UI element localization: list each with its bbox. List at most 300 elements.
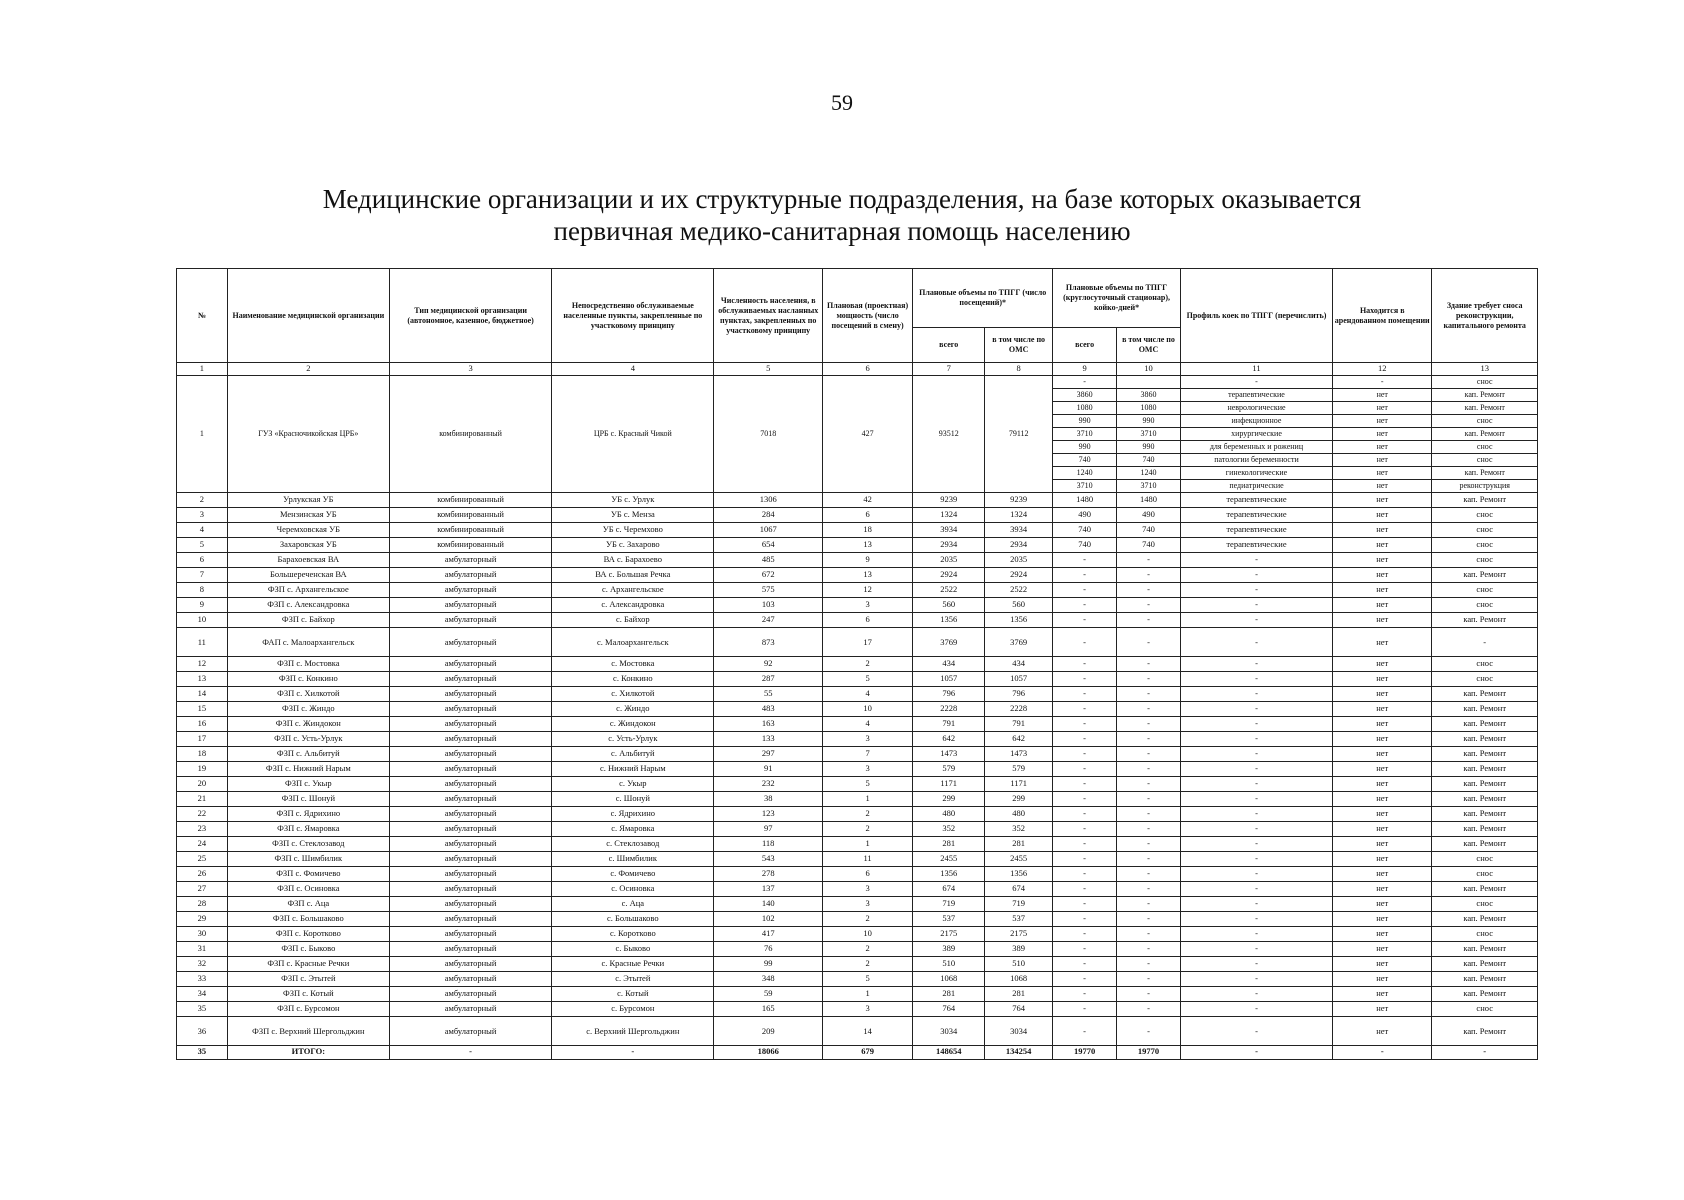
table-row: [177, 567, 1538, 582]
bed-profile-cell: терапевтические: [1180, 388, 1332, 401]
table-row: [177, 926, 1538, 941]
beds-oms-cell: -: [1117, 851, 1181, 866]
visits-oms-cell: 3769: [985, 627, 1053, 656]
population-cell: 672: [714, 567, 823, 582]
beds-total-cell: -: [1053, 686, 1117, 701]
bed-profile-cell: -: [1180, 627, 1332, 656]
beds-oms-cell: -: [1117, 866, 1181, 881]
beds-oms-cell: -: [1117, 941, 1181, 956]
row-number-cell: 19: [177, 761, 228, 776]
rented-cell: нет: [1333, 851, 1432, 866]
org-name-cell: ФЗП с. Альбитуй: [227, 746, 389, 761]
bed-profile-cell: гинекологические: [1180, 466, 1332, 479]
org-name-cell: ФЗП с. Верхний Шергольджин: [227, 1016, 389, 1045]
capacity-cell: 42: [822, 492, 912, 507]
org-type-cell: амбулаторный: [389, 567, 551, 582]
bed-profile-cell: -: [1180, 686, 1332, 701]
visits-oms-cell: 796: [985, 686, 1053, 701]
population-cell: 59: [714, 986, 823, 1001]
population-cell: 76: [714, 941, 823, 956]
repair-cell: кап. Ремонт: [1432, 701, 1538, 716]
beds-total-cell: -: [1053, 971, 1117, 986]
bed-profile-cell: -: [1180, 926, 1332, 941]
repair-cell: кап. Ремонт: [1432, 791, 1538, 806]
beds-total-cell: 740: [1053, 522, 1117, 537]
beds-oms-cell: -: [1117, 746, 1181, 761]
population-cell: 278: [714, 866, 823, 881]
beds-oms-cell: -: [1117, 821, 1181, 836]
total-org-type-cell: -: [389, 1045, 551, 1059]
header-profile: Профиль коек по ТПГГ (перечислить): [1180, 269, 1332, 363]
repair-cell: кап. Ремонт: [1432, 716, 1538, 731]
beds-total-cell: -: [1053, 716, 1117, 731]
repair-cell: кап. Ремонт: [1432, 1016, 1538, 1045]
rented-cell: нет: [1333, 453, 1432, 466]
population-cell: 123: [714, 806, 823, 821]
repair-cell: снос: [1432, 656, 1538, 671]
row-number-cell: 33: [177, 971, 228, 986]
bed-profile-cell: неврологические: [1180, 401, 1332, 414]
org-name-cell: ФЗП с. Шимбилик: [227, 851, 389, 866]
visits-oms-cell: 2924: [985, 567, 1053, 582]
beds-total-cell: -: [1053, 1016, 1117, 1045]
rented-cell: нет: [1333, 537, 1432, 552]
beds-total-cell: -: [1053, 597, 1117, 612]
beds-total-cell: 1240: [1053, 466, 1117, 479]
org-name-cell: ФЗП с. Усть-Урлук: [227, 731, 389, 746]
beds-oms-cell: -: [1117, 671, 1181, 686]
beds-total-cell: -: [1053, 986, 1117, 1001]
total-rented-cell: -: [1333, 1045, 1432, 1059]
bed-profile-cell: -: [1180, 552, 1332, 567]
rented-cell: нет: [1333, 941, 1432, 956]
population-cell: 348: [714, 971, 823, 986]
repair-cell: кап. Ремонт: [1432, 881, 1538, 896]
population-cell: 287: [714, 671, 823, 686]
organizations-table: [176, 268, 1538, 1060]
visits-total-cell: 389: [913, 941, 985, 956]
rented-cell: нет: [1333, 597, 1432, 612]
settlement-cell: УБ с. Урлук: [552, 492, 714, 507]
repair-cell: снос: [1432, 440, 1538, 453]
settlement-cell: с. Жиндокон: [552, 716, 714, 731]
row-number-cell: 18: [177, 746, 228, 761]
beds-oms-cell: -: [1117, 896, 1181, 911]
visits-total-cell: 796: [913, 686, 985, 701]
table-row: [177, 671, 1538, 686]
visits-oms-cell: 3934: [985, 522, 1053, 537]
org-name-cell: ФЗП с. Котый: [227, 986, 389, 1001]
population-cell: 297: [714, 746, 823, 761]
visits-total-cell: 434: [913, 656, 985, 671]
beds-oms-cell: 490: [1117, 507, 1181, 522]
bed-profile-cell: -: [1180, 881, 1332, 896]
visits-oms-cell: 2522: [985, 582, 1053, 597]
bed-profile-cell: -: [1180, 567, 1332, 582]
beds-total-cell: -: [1053, 866, 1117, 881]
bed-profile-cell: терапевтические: [1180, 492, 1332, 507]
capacity-cell: 6: [822, 612, 912, 627]
rented-cell: нет: [1333, 821, 1432, 836]
settlement-cell: с. Шимбилик: [552, 851, 714, 866]
beds-oms-cell: 1480: [1117, 492, 1181, 507]
org-name-cell: ФЗП с. Жиндо: [227, 701, 389, 716]
beds-total-cell: -: [1053, 731, 1117, 746]
visits-total-cell: 299: [913, 791, 985, 806]
repair-cell: снос: [1432, 507, 1538, 522]
visits-total-cell: 1068: [913, 971, 985, 986]
org-type-cell: амбулаторный: [389, 656, 551, 671]
visits-oms-cell: 480: [985, 806, 1053, 821]
capacity-cell: 2: [822, 656, 912, 671]
visits-total-cell: 2228: [913, 701, 985, 716]
bed-profile-cell: патологии беременности: [1180, 453, 1332, 466]
repair-cell: снос: [1432, 926, 1538, 941]
row-number-cell: 13: [177, 671, 228, 686]
org-name-cell: ФЗП с. Мостовка: [227, 656, 389, 671]
table-body: [177, 375, 1538, 1059]
table-row: [177, 597, 1538, 612]
visits-total-cell: 9239: [913, 492, 985, 507]
visits-total-cell: 2175: [913, 926, 985, 941]
beds-total-cell: 1480: [1053, 492, 1117, 507]
visits-total-cell: 791: [913, 716, 985, 731]
beds-oms-cell: -: [1117, 701, 1181, 716]
capacity-cell: 2: [822, 911, 912, 926]
beds-oms-cell: 3710: [1117, 479, 1181, 492]
row-number-cell: 10: [177, 612, 228, 627]
repair-cell: кап. Ремонт: [1432, 612, 1538, 627]
population-cell: 575: [714, 582, 823, 597]
org-type-cell: амбулаторный: [389, 791, 551, 806]
total-settlement-cell: -: [552, 1045, 714, 1059]
settlement-cell: УБ с. Захарово: [552, 537, 714, 552]
population-cell: 99: [714, 956, 823, 971]
row-number-cell: 4: [177, 522, 228, 537]
beds-total-cell: 3710: [1053, 427, 1117, 440]
rented-cell: нет: [1333, 479, 1432, 492]
org-name-cell: ФЗП с. Байхор: [227, 612, 389, 627]
beds-oms-cell: -: [1117, 806, 1181, 821]
table-row: [177, 537, 1538, 552]
org-type-cell: амбулаторный: [389, 746, 551, 761]
settlement-cell: УБ с. Черемхово: [552, 522, 714, 537]
settlement-cell: с. Котый: [552, 986, 714, 1001]
rented-cell: нет: [1333, 791, 1432, 806]
header-visits: Плановые объемы по ТПГГ (число посещений)*: [913, 269, 1053, 328]
visits-total-cell: 1171: [913, 776, 985, 791]
repair-cell: снос: [1432, 522, 1538, 537]
org-type-cell: амбулаторный: [389, 716, 551, 731]
settlement-cell: с. Осиновка: [552, 881, 714, 896]
settlement-cell: с. Большаково: [552, 911, 714, 926]
settlement-cell: ВА с. Большая Речка: [552, 567, 714, 582]
org-type-cell: амбулаторный: [389, 627, 551, 656]
capacity-cell: 13: [822, 537, 912, 552]
settlement-cell: с. Аца: [552, 896, 714, 911]
repair-cell: кап. Ремонт: [1432, 466, 1538, 479]
org-name-cell: ФЗП с. Укыр: [227, 776, 389, 791]
population-cell: 417: [714, 926, 823, 941]
document-title: [200, 183, 1484, 247]
row-number-cell: 25: [177, 851, 228, 866]
capacity-cell: 10: [822, 926, 912, 941]
total-row-number-cell: 35: [177, 1045, 228, 1059]
row-number-cell: 17: [177, 731, 228, 746]
visits-oms-cell: 1171: [985, 776, 1053, 791]
repair-cell: снос: [1432, 453, 1538, 466]
beds-oms-cell: 740: [1117, 522, 1181, 537]
population-cell: 284: [714, 507, 823, 522]
beds-oms-cell: 740: [1117, 453, 1181, 466]
settlement-cell: с. Ядрихино: [552, 806, 714, 821]
rented-cell: нет: [1333, 671, 1432, 686]
capacity-cell: 1: [822, 986, 912, 1001]
org-type-cell: амбулаторный: [389, 731, 551, 746]
beds-total-cell: -: [1053, 612, 1117, 627]
beds-total-cell: -: [1053, 1001, 1117, 1016]
beds-total-cell: 990: [1053, 414, 1117, 427]
table-row: [177, 375, 1538, 388]
population-cell: 1306: [714, 492, 823, 507]
bed-profile-cell: -: [1180, 806, 1332, 821]
repair-cell: кап. Ремонт: [1432, 836, 1538, 851]
total-bed-profile-cell: -: [1180, 1045, 1332, 1059]
header-beds-total: всего: [1053, 328, 1117, 363]
org-type-cell: амбулаторный: [389, 582, 551, 597]
visits-oms-cell: 352: [985, 821, 1053, 836]
bed-profile-cell: -: [1180, 716, 1332, 731]
visits-oms-cell: 3034: [985, 1016, 1053, 1045]
beds-oms-cell: -: [1117, 776, 1181, 791]
repair-cell: кап. Ремонт: [1432, 401, 1538, 414]
beds-oms-cell: 3860: [1117, 388, 1181, 401]
settlement-cell: ЦРБ с. Красный Чикой: [552, 375, 714, 492]
total-visits-total-cell: 148654: [913, 1045, 985, 1059]
table-row: [177, 761, 1538, 776]
capacity-cell: 2: [822, 956, 912, 971]
capacity-cell: 18: [822, 522, 912, 537]
capacity-cell: 14: [822, 1016, 912, 1045]
rented-cell: нет: [1333, 881, 1432, 896]
rented-cell: нет: [1333, 1016, 1432, 1045]
bed-profile-cell: -: [1180, 866, 1332, 881]
bed-profile-cell: -: [1180, 731, 1332, 746]
table-row: [177, 851, 1538, 866]
org-name-cell: Большереченская ВА: [227, 567, 389, 582]
bed-profile-cell: -: [1180, 612, 1332, 627]
column-number-cell: 7: [913, 363, 985, 376]
beds-oms-cell: -: [1117, 761, 1181, 776]
rented-cell: нет: [1333, 1001, 1432, 1016]
column-number-cell: 5: [714, 363, 823, 376]
org-type-cell: амбулаторный: [389, 911, 551, 926]
capacity-cell: 427: [822, 375, 912, 492]
rented-cell: нет: [1333, 627, 1432, 656]
population-cell: 103: [714, 597, 823, 612]
org-name-cell: Мензинская УБ: [227, 507, 389, 522]
repair-cell: кап. Ремонт: [1432, 746, 1538, 761]
row-number-cell: 29: [177, 911, 228, 926]
visits-oms-cell: 281: [985, 986, 1053, 1001]
rented-cell: нет: [1333, 776, 1432, 791]
visits-total-cell: 719: [913, 896, 985, 911]
beds-total-cell: 990: [1053, 440, 1117, 453]
beds-oms-cell: 3710: [1117, 427, 1181, 440]
header-visits-total: всего: [913, 328, 985, 363]
visits-total-cell: 674: [913, 881, 985, 896]
beds-total-cell: -: [1053, 806, 1117, 821]
beds-total-cell: -: [1053, 701, 1117, 716]
settlement-cell: с. Ямаровка: [552, 821, 714, 836]
rented-cell: нет: [1333, 746, 1432, 761]
visits-oms-cell: 719: [985, 896, 1053, 911]
beds-oms-cell: [1117, 375, 1181, 388]
rented-cell: нет: [1333, 567, 1432, 582]
column-number-cell: 6: [822, 363, 912, 376]
table-row: [177, 911, 1538, 926]
org-type-cell: комбинированный: [389, 537, 551, 552]
settlement-cell: с. Быково: [552, 941, 714, 956]
beds-oms-cell: -: [1117, 597, 1181, 612]
header-beds-oms: в том числе по ОМС: [1117, 328, 1181, 363]
visits-total-cell: 352: [913, 821, 985, 836]
org-type-cell: амбулаторный: [389, 806, 551, 821]
org-type-cell: амбулаторный: [389, 986, 551, 1001]
row-number-cell: 15: [177, 701, 228, 716]
org-type-cell: амбулаторный: [389, 821, 551, 836]
table-row: [177, 971, 1538, 986]
row-number-cell: 21: [177, 791, 228, 806]
settlement-cell: с. Коротково: [552, 926, 714, 941]
total-row: [177, 1045, 1538, 1059]
settlement-cell: с. Мостовка: [552, 656, 714, 671]
rented-cell: нет: [1333, 926, 1432, 941]
visits-oms-cell: 1356: [985, 866, 1053, 881]
beds-total-cell: -: [1053, 851, 1117, 866]
beds-total-cell: -: [1053, 956, 1117, 971]
row-number-cell: 27: [177, 881, 228, 896]
row-number-cell: 36: [177, 1016, 228, 1045]
table-row: [177, 731, 1538, 746]
total-population-cell: 18066: [714, 1045, 823, 1059]
bed-profile-cell: -: [1180, 761, 1332, 776]
table-row: [177, 866, 1538, 881]
page-number: 59: [831, 90, 853, 115]
row-number-cell: 6: [177, 552, 228, 567]
row-number-cell: 3: [177, 507, 228, 522]
beds-oms-cell: -: [1117, 791, 1181, 806]
visits-oms-cell: 2455: [985, 851, 1053, 866]
visits-total-cell: 281: [913, 986, 985, 1001]
org-type-cell: амбулаторный: [389, 1001, 551, 1016]
population-cell: 38: [714, 791, 823, 806]
capacity-cell: 3: [822, 1001, 912, 1016]
bed-profile-cell: -: [1180, 597, 1332, 612]
beds-oms-cell: -: [1117, 986, 1181, 1001]
capacity-cell: 5: [822, 776, 912, 791]
bed-profile-cell: -: [1180, 582, 1332, 597]
bed-profile-cell: -: [1180, 656, 1332, 671]
beds-oms-cell: 990: [1117, 414, 1181, 427]
bed-profile-cell: -: [1180, 375, 1332, 388]
rented-cell: нет: [1333, 656, 1432, 671]
capacity-cell: 6: [822, 507, 912, 522]
visits-oms-cell: 2175: [985, 926, 1053, 941]
capacity-cell: 10: [822, 701, 912, 716]
org-name-cell: ФЗП с. Хилкотой: [227, 686, 389, 701]
table-row: [177, 746, 1538, 761]
settlement-cell: ВА с. Барахоево: [552, 552, 714, 567]
bed-profile-cell: для беременных и рожениц: [1180, 440, 1332, 453]
visits-total-cell: 560: [913, 597, 985, 612]
settlement-cell: с. Верхний Шергольджин: [552, 1016, 714, 1045]
visits-oms-cell: 434: [985, 656, 1053, 671]
visits-oms-cell: 79112: [985, 375, 1053, 492]
settlement-cell: с. Байхор: [552, 612, 714, 627]
repair-cell: кап. Ремонт: [1432, 492, 1538, 507]
column-number-cell: 1: [177, 363, 228, 376]
visits-oms-cell: 1057: [985, 671, 1053, 686]
capacity-cell: 3: [822, 896, 912, 911]
header-no: №: [177, 269, 228, 363]
beds-oms-cell: 1240: [1117, 466, 1181, 479]
repair-cell: кап. Ремонт: [1432, 567, 1538, 582]
row-number-cell: 23: [177, 821, 228, 836]
settlement-cell: с. Архангельское: [552, 582, 714, 597]
visits-oms-cell: 281: [985, 836, 1053, 851]
capacity-cell: 5: [822, 971, 912, 986]
bed-profile-cell: -: [1180, 836, 1332, 851]
bed-profile-cell: -: [1180, 956, 1332, 971]
org-type-cell: амбулаторный: [389, 612, 551, 627]
rented-cell: нет: [1333, 761, 1432, 776]
settlement-cell: с. Бурсомон: [552, 1001, 714, 1016]
settlement-cell: с. Александровка: [552, 597, 714, 612]
capacity-cell: 2: [822, 821, 912, 836]
population-cell: 118: [714, 836, 823, 851]
visits-oms-cell: 560: [985, 597, 1053, 612]
settlement-cell: УБ с. Менза: [552, 507, 714, 522]
table-row: [177, 986, 1538, 1001]
org-type-cell: амбулаторный: [389, 671, 551, 686]
org-name-cell: ФЗП с. Красные Речки: [227, 956, 389, 971]
capacity-cell: 6: [822, 866, 912, 881]
capacity-cell: 1: [822, 836, 912, 851]
rented-cell: нет: [1333, 440, 1432, 453]
repair-cell: кап. Ремонт: [1432, 911, 1538, 926]
visits-oms-cell: 1473: [985, 746, 1053, 761]
visits-total-cell: 3769: [913, 627, 985, 656]
beds-oms-cell: -: [1117, 552, 1181, 567]
beds-total-cell: 3860: [1053, 388, 1117, 401]
capacity-cell: 5: [822, 671, 912, 686]
visits-oms-cell: 537: [985, 911, 1053, 926]
row-number-cell: 2: [177, 492, 228, 507]
population-cell: 873: [714, 627, 823, 656]
column-number-row: [177, 363, 1538, 376]
settlement-cell: с. Альбитуй: [552, 746, 714, 761]
population-cell: 97: [714, 821, 823, 836]
repair-cell: снос: [1432, 552, 1538, 567]
org-type-cell: амбулаторный: [389, 1016, 551, 1045]
settlement-cell: с. Этытей: [552, 971, 714, 986]
beds-total-cell: 3710: [1053, 479, 1117, 492]
repair-cell: снос: [1432, 896, 1538, 911]
rented-cell: нет: [1333, 492, 1432, 507]
table-row: [177, 686, 1538, 701]
visits-total-cell: 1356: [913, 866, 985, 881]
